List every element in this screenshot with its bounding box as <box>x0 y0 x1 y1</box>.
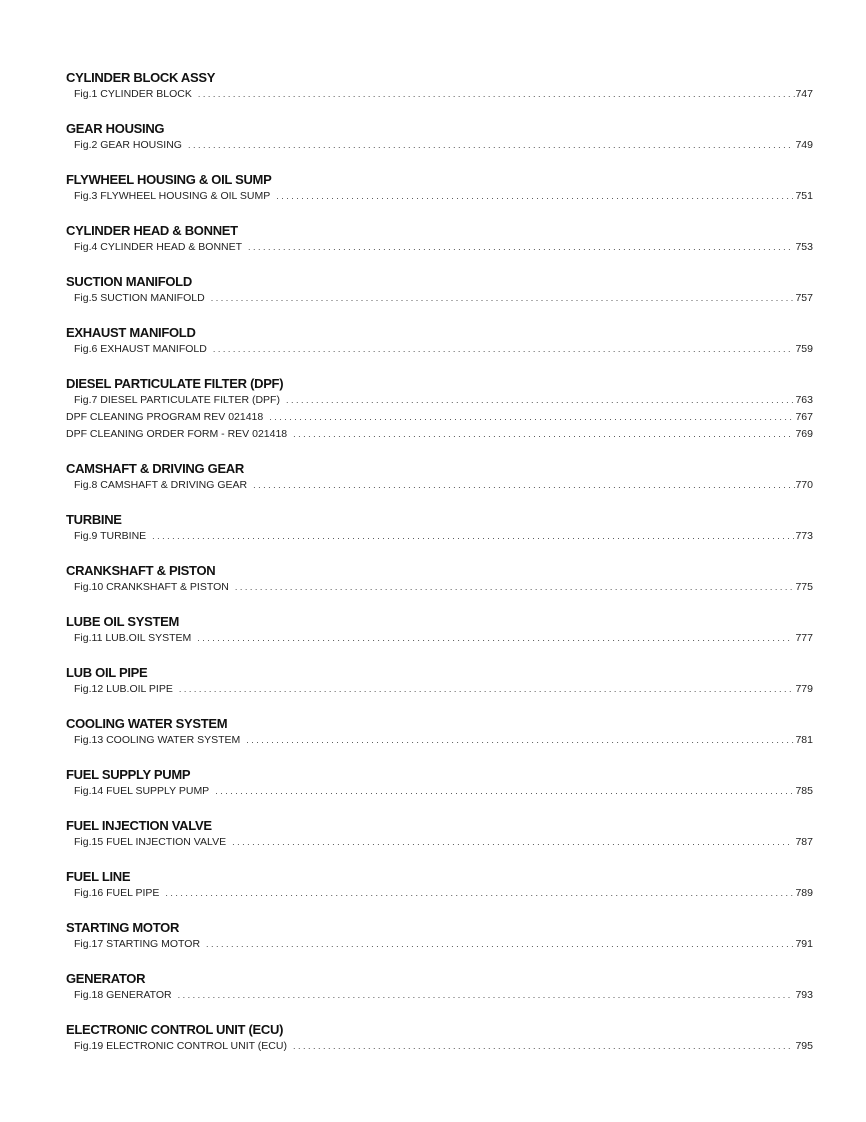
dot-leader <box>232 834 793 851</box>
entry-label: DPF CLEANING PROGRAM REV 021418 <box>66 411 264 423</box>
entry-label: Fig.4 CYLINDER HEAD & BONNET <box>74 241 243 253</box>
dot-leader <box>179 681 794 698</box>
page-number: 787 <box>795 836 813 848</box>
section-heading: FUEL INJECTION VALVE <box>66 818 212 833</box>
entry-label: Fig.7 DIESEL PARTICULATE FILTER (DPF) <box>74 394 280 406</box>
section-heading: ELECTRONIC CONTROL UNIT (ECU) <box>66 1022 284 1037</box>
toc-section <box>66 971 813 1022</box>
section-heading: LUBE OIL SYSTEM <box>66 614 179 629</box>
page-number: 757 <box>795 292 813 304</box>
table-of-contents <box>66 70 813 1073</box>
toc-entry-link[interactable] <box>66 239 813 256</box>
entry-label: Fig.15 FUEL INJECTION VALVE <box>74 836 227 848</box>
toc-entry-link[interactable] <box>66 477 813 494</box>
entry-label: Fig.1 CYLINDER BLOCK <box>74 88 192 100</box>
toc-section <box>66 70 813 121</box>
dot-leader <box>178 987 794 1004</box>
toc-entry-link[interactable] <box>66 290 813 307</box>
dot-leader <box>248 239 793 256</box>
toc-section <box>66 920 813 971</box>
toc-section <box>66 223 813 274</box>
section-heading: GEAR HOUSING <box>66 121 165 136</box>
dot-leader <box>293 1038 794 1055</box>
section-heading: CYLINDER BLOCK ASSY <box>66 70 216 85</box>
dot-leader <box>286 392 794 409</box>
dot-leader <box>293 426 793 443</box>
page-number: 785 <box>795 785 813 797</box>
toc-entry-link[interactable] <box>66 409 813 426</box>
entry-label: Fig.9 TURBINE <box>74 530 147 542</box>
toc-section <box>66 614 813 665</box>
dot-leader <box>253 477 795 494</box>
dot-leader <box>188 137 794 154</box>
section-heading: CRANKSHAFT & PISTON <box>66 563 216 578</box>
toc-entry-link[interactable] <box>66 392 813 409</box>
page-number: 791 <box>795 938 813 950</box>
entry-label: Fig.11 LUB.OIL SYSTEM <box>74 632 192 644</box>
dot-leader <box>215 783 793 800</box>
page-number: 763 <box>795 394 813 406</box>
page-number: 777 <box>795 632 813 644</box>
dot-leader <box>152 528 795 545</box>
dot-leader <box>213 341 794 358</box>
page-number: 753 <box>795 241 813 253</box>
entry-label: Fig.19 ELECTRONIC CONTROL UNIT (ECU) <box>74 1040 287 1052</box>
toc-entry-link[interactable] <box>66 579 813 596</box>
toc-entry-link[interactable] <box>66 885 813 902</box>
page-number: 779 <box>795 683 813 695</box>
toc-section <box>66 665 813 716</box>
entry-label: Fig.16 FUEL PIPE <box>74 887 160 899</box>
page-number: 781 <box>795 734 813 746</box>
section-heading: FUEL SUPPLY PUMP <box>66 767 191 782</box>
entry-label: DPF CLEANING ORDER FORM - REV 021418 <box>66 428 288 440</box>
toc-entry-link[interactable] <box>66 137 813 154</box>
page-number: 751 <box>795 190 813 202</box>
toc-section <box>66 512 813 563</box>
page-number: 775 <box>795 581 813 593</box>
section-heading: GENERATOR <box>66 971 146 986</box>
toc-entry-link[interactable] <box>66 1038 813 1055</box>
page-number: 789 <box>795 887 813 899</box>
toc-entry-link[interactable] <box>66 936 813 953</box>
section-heading: LUB OIL PIPE <box>66 665 148 680</box>
entry-label: Fig.12 LUB.OIL PIPE <box>74 683 173 695</box>
entry-label: Fig.6 EXHAUST MANIFOLD <box>74 343 207 355</box>
section-heading: SUCTION MANIFOLD <box>66 274 192 289</box>
page-number: 767 <box>795 411 813 423</box>
section-heading: COOLING WATER SYSTEM <box>66 716 228 731</box>
toc-section <box>66 172 813 223</box>
toc-entry-link[interactable] <box>66 834 813 851</box>
toc-section <box>66 716 813 767</box>
page-number: 773 <box>795 530 813 542</box>
toc-section <box>66 1022 813 1073</box>
toc-section <box>66 376 813 461</box>
toc-entry-link[interactable] <box>66 341 813 358</box>
toc-entry-link[interactable] <box>66 86 813 103</box>
dot-leader <box>206 936 793 953</box>
section-heading: CAMSHAFT & DRIVING GEAR <box>66 461 244 476</box>
dot-leader <box>269 409 793 426</box>
toc-entry-link[interactable] <box>66 426 813 443</box>
entry-label: Fig.13 COOLING WATER SYSTEM <box>74 734 241 746</box>
entry-label: Fig.10 CRANKSHAFT & PISTON <box>74 581 229 593</box>
toc-entry-link[interactable] <box>66 987 813 1004</box>
toc-entry-link[interactable] <box>66 528 813 545</box>
page-number: 795 <box>795 1040 813 1052</box>
section-heading: FUEL LINE <box>66 869 131 884</box>
page-number: 749 <box>795 139 813 151</box>
toc-entry-link[interactable] <box>66 732 813 749</box>
dot-leader <box>276 188 793 205</box>
dot-leader <box>165 885 793 902</box>
toc-section <box>66 563 813 614</box>
toc-entry-link[interactable] <box>66 681 813 698</box>
page-number: 793 <box>795 989 813 1001</box>
entry-label: Fig.18 GENERATOR <box>74 989 172 1001</box>
toc-section <box>66 325 813 376</box>
toc-section <box>66 274 813 325</box>
toc-section <box>66 818 813 869</box>
entry-label: Fig.14 FUEL SUPPLY PUMP <box>74 785 210 797</box>
entry-label: Fig.17 STARTING MOTOR <box>74 938 201 950</box>
entry-label: Fig.2 GEAR HOUSING <box>74 139 182 151</box>
toc-entry-link[interactable] <box>66 783 813 800</box>
dot-leader <box>235 579 794 596</box>
page-number: 770 <box>795 479 813 491</box>
toc-section <box>66 767 813 818</box>
toc-section <box>66 869 813 920</box>
toc-section <box>66 121 813 172</box>
toc-section <box>66 461 813 512</box>
section-heading: TURBINE <box>66 512 122 527</box>
page-number: 769 <box>795 428 813 440</box>
section-heading: DIESEL PARTICULATE FILTER (DPF) <box>66 376 284 391</box>
entry-label: Fig.3 FLYWHEEL HOUSING & OIL SUMP <box>74 190 271 202</box>
section-heading: FLYWHEEL HOUSING & OIL SUMP <box>66 172 272 187</box>
entry-label: Fig.8 CAMSHAFT & DRIVING GEAR <box>74 479 248 491</box>
section-heading: STARTING MOTOR <box>66 920 180 935</box>
page-number: 747 <box>795 88 813 100</box>
toc-entry-link[interactable] <box>66 188 813 205</box>
toc-entry-link[interactable] <box>66 630 813 647</box>
page-number: 759 <box>795 343 813 355</box>
entry-label: Fig.5 SUCTION MANIFOLD <box>74 292 205 304</box>
section-heading: CYLINDER HEAD & BONNET <box>66 223 238 238</box>
dot-leader <box>211 290 796 307</box>
dot-leader <box>198 86 796 103</box>
section-heading: EXHAUST MANIFOLD <box>66 325 196 340</box>
dot-leader <box>246 732 795 749</box>
dot-leader <box>197 630 793 647</box>
